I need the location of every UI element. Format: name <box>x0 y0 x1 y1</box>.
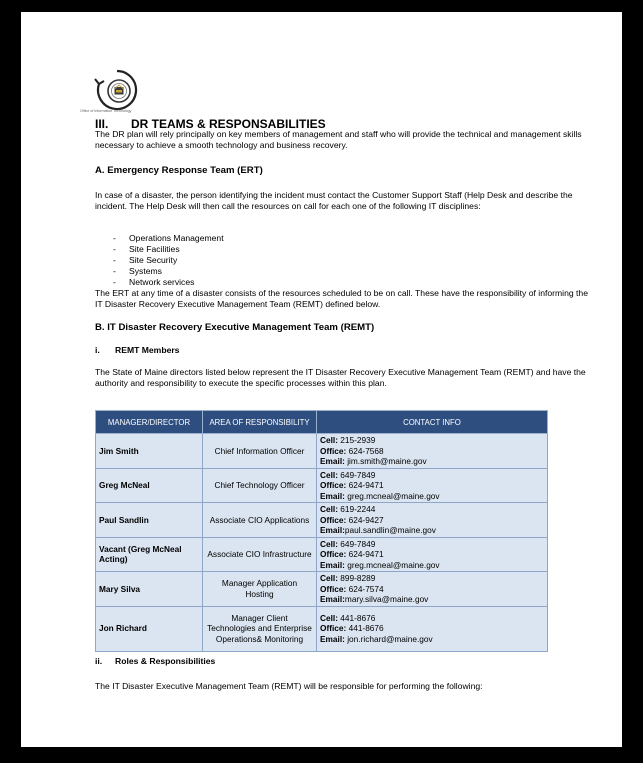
member-contact: Cell: 215-2939 Office: 624-7568 Email: jim.smith@maine.gov <box>317 434 548 469</box>
member-role: Associate CIO Infrastructure <box>203 537 317 572</box>
remt-members-paragraph: The State of Maine directors listed below represent the IT Disaster Recovery Executive Management Team (REMT) and have the authority and responsibility to execute the specific processes within this plan. <box>95 367 586 388</box>
roles-paragraph: The IT Disaster Executive Management Team (REMT) will be responsible for performing the following: <box>95 681 483 691</box>
table-row <box>96 537 548 572</box>
member-role: Manager Application Hosting <box>203 572 317 607</box>
member-name: Paul Sandlin <box>96 503 203 538</box>
member-role: Chief Technology Officer <box>203 468 317 503</box>
list-item: - Site Security <box>113 255 178 265</box>
member-contact: Cell: 619-2244 Office: 624-9427 Email:paul.sandlin@maine.gov <box>317 503 548 538</box>
remt-members-table <box>95 410 548 652</box>
ert-heading: A. Emergency Response Team (ERT) <box>95 165 263 176</box>
column-header: MANAGER/DIRECTOR <box>96 411 203 434</box>
member-role: Manager Client Technologies and Enterprise Operations& Monitoring <box>203 606 317 651</box>
roles-heading: ii. Roles & Responsibilities <box>95 656 216 666</box>
list-item: - Site Facilities <box>113 244 180 254</box>
section-title-text: DR TEAMS & RESPONSABILITIES <box>131 117 326 131</box>
remt-heading: B. IT Disaster Recovery Executive Management Team (REMT) <box>95 322 375 333</box>
member-name: Greg McNeal <box>96 468 203 503</box>
member-name: Mary Silva <box>96 572 203 607</box>
list-item: - Operations Management <box>113 233 224 243</box>
column-header: CONTACT INFO <box>317 411 548 434</box>
member-contact: Cell: 441-8676 Office: 441-8676 Email: jon.richard@maine.gov <box>317 606 548 651</box>
intro-paragraph: The DR plan will rely principally on key members of management and staff who will provide the technical and management skills necessary to achieve a smooth technology and business recovery. <box>95 129 582 150</box>
logo-caption: Office of Information Technology <box>80 109 132 113</box>
table-row <box>96 434 548 469</box>
member-name: Vacant (Greg McNeal Acting) <box>96 537 203 572</box>
member-name: Jim Smith <box>96 434 203 469</box>
member-role: Chief Information Officer <box>203 434 317 469</box>
column-header: AREA OF RESPONSIBILITY <box>203 411 317 434</box>
list-item: - Network services <box>113 277 195 287</box>
ert-paragraph: In case of a disaster, the person identifying the incident must contact the Customer Support Staff (Help Desk and describe the incident. The Help Desk will then call the resources on call for each one of the following IT disciplines: <box>95 190 573 211</box>
member-contact: Cell: 899-8289 Office: 624-7574 Email:mary.silva@maine.gov <box>317 572 548 607</box>
section-number: III. <box>95 117 109 131</box>
it-disciplines-list <box>113 233 224 288</box>
member-contact: Cell: 649-7849 Office: 624-9471 Email: greg.mcneal@maine.gov <box>317 537 548 572</box>
table-row <box>96 468 548 503</box>
member-role: Associate CIO Applications <box>203 503 317 538</box>
list-item: - Systems <box>113 266 162 276</box>
remt-members-heading: i. REMT Members <box>95 345 180 355</box>
table-row <box>96 606 548 651</box>
ert-closing-paragraph: The ERT at any time of a disaster consists of the resources scheduled to be on call. These have the responsibility of informing the IT Disaster Recovery Executive Management Team (REMT) defined below. <box>95 288 588 309</box>
table-row <box>96 503 548 538</box>
member-name: Jon Richard <box>96 606 203 651</box>
table-row <box>96 572 548 607</box>
table-header-row <box>96 411 548 434</box>
document-page <box>21 12 622 747</box>
member-contact: Cell: 649-7849 Office: 624-9471 Email: greg.mcneal@maine.gov <box>317 468 548 503</box>
